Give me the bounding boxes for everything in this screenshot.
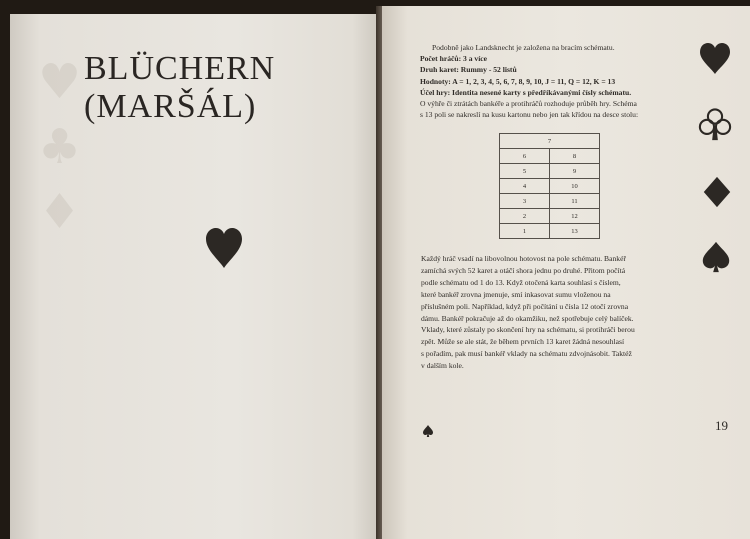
rules-line: zamíchá svých 52 karet a otáčí shora jednu po druhé. Přitom počítá (421, 265, 626, 275)
spade-icon (699, 240, 733, 274)
rules-line: zpět. Může se ale stát, že během prvních 13 karet žádná nesouhlasí (421, 337, 625, 347)
rules-line: Vklady, které zůstaly po skončení hry na schématu, si protihráči berou (421, 325, 635, 335)
bleed-through-heart-icon: ♥ (38, 54, 82, 110)
scheme-cell: 10 (550, 179, 600, 194)
scheme-top-row (500, 134, 600, 149)
rules-line: dámu. Bankéř pokračuje až do okamžiku, než spotřebuje celý balíček. (421, 313, 634, 323)
title-line-1: BLÜCHERN (84, 50, 276, 87)
rules-line: které bankéř zrovna jmenuje, smí inkasovat sumu vloženou na (421, 289, 611, 299)
heart-icon (698, 42, 732, 76)
heart-icon (204, 226, 244, 270)
cards-line: Druh karet: Rummy - 52 listů (420, 65, 517, 75)
scheme-cell: 9 (550, 164, 600, 179)
scheme-cell: 8 (550, 149, 600, 164)
scheme-row (500, 194, 600, 209)
scheme-cell: 13 (550, 224, 600, 239)
scheme-row (500, 209, 600, 224)
scheme-cell: 12 (550, 209, 600, 224)
intro-line: s 13 poli se nakreslí na kusu kartonu nebo jen tak křídou na desce stolu: (420, 110, 639, 120)
scheme-cell: 6 (500, 149, 550, 164)
scheme-row (500, 224, 600, 239)
diamond-icon (700, 175, 734, 209)
players-line: Počet hráčů: 3 a více (420, 54, 488, 64)
rules-line: s pořadím, pak musí bankéř vklady na schématu zdvojnásobit. Taktéž (421, 349, 632, 359)
rules-text (421, 253, 679, 372)
scheme-row (500, 149, 600, 164)
goal-line: Účel hry: Identita nesené karty s předříkávanými čísly schématu. (420, 87, 632, 97)
title-line-2: (MARŠÁL) (84, 88, 257, 125)
intro-text (420, 42, 672, 120)
rules-line: v dalším kole. (421, 361, 464, 371)
rules-line: příslušném poli. Například, když při počítání u čísla 12 otočí zrovna (421, 301, 629, 311)
values-line: Hodnoty: A = 1, 2, 3, 4, 5, 6, 7, 8, 9, 10, J = 11, Q = 12, K = 13 (420, 76, 616, 86)
scheme-cell: 3 (500, 194, 550, 209)
scheme-cell: 11 (550, 194, 600, 209)
intro-line: O výhře či ztrátách bankéře a protihráčů rozhoduje průběh hry. Schéma (420, 99, 637, 109)
page-title (84, 50, 324, 126)
scheme-row (500, 179, 600, 194)
scheme-cell: 7 (500, 134, 600, 149)
scheme-table (499, 133, 600, 239)
bleed-through-diamond-icon: ♦ (38, 184, 82, 240)
club-icon (698, 108, 732, 142)
bleed-through-club-icon: ♣ (38, 119, 82, 175)
rules-line: Každý hráč vsadí na libovolnou hotovost na pole schématu. Bankéř (421, 254, 626, 263)
scheme-cell: 2 (500, 209, 550, 224)
spade-icon (423, 425, 433, 437)
rules-line: podle schématu od 1 do 13. Když otočená karta souhlasí s číslem, (421, 277, 621, 287)
scheme-cell: 4 (500, 179, 550, 194)
intro-line: Podobně jako Landsknecht je založena na bracím schématu. (432, 43, 615, 52)
page-number: 19 (715, 418, 728, 433)
scheme-row (500, 164, 600, 179)
scheme-cell: 1 (500, 224, 550, 239)
scheme-cell: 5 (500, 164, 550, 179)
